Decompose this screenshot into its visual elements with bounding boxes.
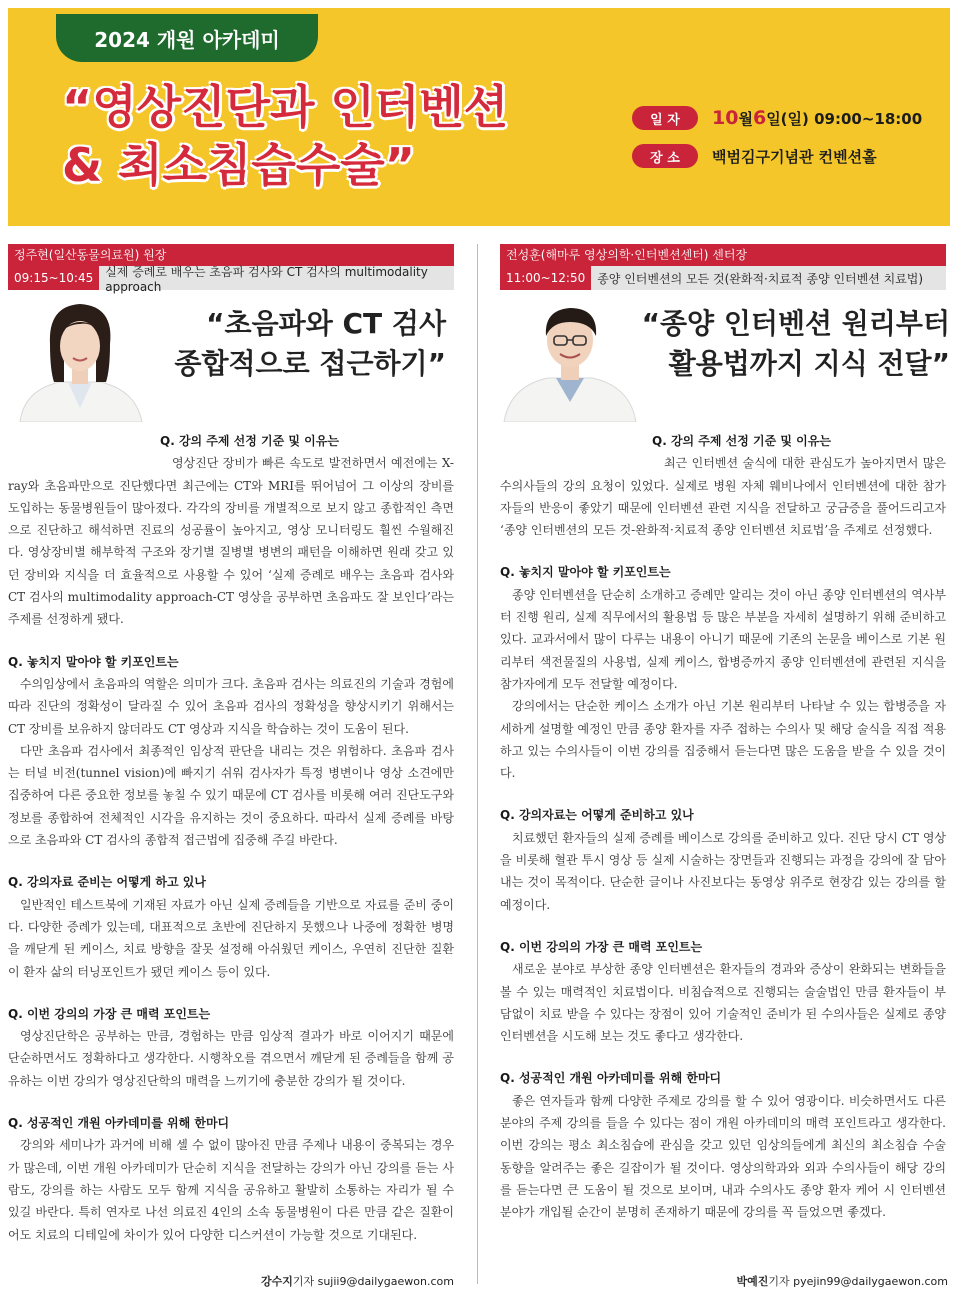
question-heading: Q. 강의 주제 선정 기준 및 이유는 [160, 434, 339, 448]
date-month-unit: 월 [738, 109, 753, 128]
session-title-right: 종양 인터벤션의 모든 것(완화적·치료적 종양 인터벤션 치료법) [597, 271, 924, 286]
right-article [500, 244, 950, 1224]
byline-right-email: pyejin99@dailygaewon.com [793, 1275, 948, 1288]
qa-section [500, 936, 946, 1047]
main-title-line1: “영상진단과 인터벤션 [62, 80, 509, 134]
hero-right [500, 290, 950, 430]
article-body-left [8, 430, 454, 1246]
answer-paragraph: 최근 인터벤션 술식에 대한 관심도가 높아지면서 많은 수의사들의 강의 요청이 있었다. 실제로 병원 자체 웨비나에서 인터벤션에 대한 참가자들의 반응이 좋았기 때문에 인터벤션 관련 지식을 전달하고 궁금증을 풀어드리고자 ‘종양 인터벤션의 모든 것-완화적·치료적 종양 인터벤션 치료법’을 주제로 선정했다. [500, 456, 946, 538]
answer-paragraph: 영상진단 장비가 빠른 속도로 발전하면서 예전에는 X-ray와 초음파만으로 진단했다면 최근에는 CT와 MRI를 뛰어넘어 그 이상의 장비를 도입하는 동물병원들이 많아졌다. 각각의 장비를 개별적으로 보지 않고 종합적인 측면으로 진단하고 해석하면 진료의 성공률이 높아지고, 영상 모니터링도 훨씬 수월해진다. 영상장비별 해부학적 구조와 장기별 질병별 병변의 패턴을 이해하면 원래 갖고 있던 장비와 지식을 더 효율적으로 사용할 수 있어 ‘실제 증례로 배우는 초음파 검사와 CT 검사의 multimodality approach-CT 영상을 공부하면 초음파도 잘 보인다’라는 주제를 선정하게 됐다. [8, 456, 455, 627]
pull-quote-left-line1: “초음파와 CT 검사 [206, 307, 446, 340]
speaker-name-right: 전성훈(해마루 영상의학·인터벤션센터) 센터장 [500, 244, 946, 266]
date-day: 6 [752, 107, 767, 129]
qa-section [500, 430, 946, 452]
pull-quote-left-line2: 종합적으로 접근하기” [174, 347, 446, 380]
byline-left-name: 강수지 [260, 1275, 293, 1288]
academy-badge: 2024 개원 아카데미 [56, 14, 318, 62]
qa-section [500, 1067, 946, 1223]
answer-paragraph: 새로운 분야로 부상한 종양 인터벤션은 환자들의 경과와 증상이 완화되는 변화들을 볼 수 있는 매력적인 치료법이다. 비침습적으로 진행되는 술술법인 만큼 환자들이 부담없이 치료 받을 수 있다는 장점이 있어 기술적인 준비가 된 수의사들은 실제로 종양 인터벤션을 시도해 보는 것도 좋다고 생각한다. [500, 962, 946, 1044]
column-divider [477, 244, 478, 1284]
answer-paragraph: 수의임상에서 초음파의 역할은 의미가 크다. 초음파 검사는 의료진의 기술과 경험에 따라 진단의 정확성이 달라질 수 있어 초음파 검사의 정확성을 향상시키기 위해서는 CT 장비를 보유하지 않더라도 CT 영상과 지식을 학습하는 것이 도움이 된다. [8, 676, 454, 736]
answer-paragraph: 강의와 세미나가 과거에 비해 셀 수 없이 많아진 만큼 주제나 내용이 중복되는 경우가 많은데, 이번 개원 아카데미가 단순히 지식을 전달하는 강의가 아닌 강의를 듣는 사람도, 강의를 하는 사람도 모두 함께 지식을 공유하고 활발히 소통하는 자리가 될 수 있길 바란다. 특히 연자로 나선 의료진 4인의 소속 동물병원이 다른 만큼 같은 질환이어도 치료의 디테일에 차이가 있어 다양한 디스커션이 가능할 것으로 기대된다. [8, 1138, 454, 1242]
session-time-right: 11:00~12:50 [500, 266, 591, 290]
date-tag: 일 자 [632, 106, 698, 130]
pull-quote-left [174, 304, 446, 384]
byline-left-email: sujii9@dailygaewon.com [317, 1275, 454, 1288]
answer-paragraph: 강의에서는 단순한 케이스 소개가 아닌 기본 원리부터 나타날 수 있는 합병증을 자세하게 설명할 예정인 만큼 종양 환자를 자주 접하는 수의사 및 해당 술식을 직접 적용하고 있는 수의사들이 이번 강의를 집중해서 듣는다면 많은 도움을 받을 수 있을 것이다. [500, 699, 946, 781]
question-heading: Q. 이번 강의의 가장 큰 매력 포인트는 [8, 1006, 211, 1021]
question-heading: Q. 이번 강의의 가장 큰 매력 포인트는 [500, 939, 703, 954]
session-bar-right [500, 266, 946, 290]
question-heading: Q. 성공적인 개원 아카데미를 위해 한마디 [8, 1116, 230, 1131]
hero-left [8, 290, 454, 430]
byline-right-name: 박예진 [736, 1275, 769, 1288]
answer-paragraph: 종양 인터벤션을 단순히 소개하고 증례만 알리는 것이 아닌 종양 인터벤션의 역사부터 진행 원리, 실제 직무에서의 활용법 등 많은 부분을 자세히 설명하기 위해 준비하고 있다. 교과서에서 많이 다루는 내용이 아니기 때문에 기존의 논문을 베이스로 기본 원리부터 색전물질의 사용법, 실제 케이스, 합병증까지 종양 인터벤션에 관련된 지식을 참가자에게 모두 전달할 예정이다. [500, 587, 946, 691]
date-month: 10 [712, 107, 739, 129]
question-heading: Q. 강의자료는 어떻게 준비하고 있나 [500, 808, 694, 823]
event-place-row [632, 144, 877, 168]
pull-quote-right-line1: “종양 인터벤션 원리부터 [641, 307, 950, 340]
session-title-left: 실제 증례로 배우는 초음파 검사와 CT 검사의 multimodality approach [105, 264, 428, 294]
place-tag: 장 소 [632, 144, 698, 168]
byline-right-role: 기자 [768, 1275, 790, 1288]
question-heading: Q. 놓치지 말아야 할 키포인트는 [500, 565, 671, 580]
qa-section [8, 1003, 454, 1092]
answer-paragraph: 치료했던 환자들의 실제 증례를 베이스로 강의를 준비하고 있다. 진단 당시 CT 영상을 비롯해 혈관 투시 영상 등 실제 시술하는 장면들과 진행되는 과정을 강의에 잘 담아내는 것이 목적이다. 단순한 글이나 사진보다는 동영상 위주로 현장감 있는 강의를 할 예정이다. [500, 830, 946, 912]
qa-section [8, 651, 454, 852]
article-body-right [500, 430, 946, 1224]
session-time-left: 09:15~10:45 [8, 266, 99, 290]
qa-section [500, 561, 946, 784]
question-heading: Q. 강의 주제 선정 기준 및 이유는 [652, 434, 831, 448]
event-place: 백범김구기념관 컨벤션홀 [712, 147, 877, 166]
speaker-portrait-man-icon [500, 298, 640, 422]
answer-paragraph: 다만 초음파 검사에서 최종적인 임상적 판단을 내리는 것은 위험하다. 초음파 검사는 터널 비전(tunnel vision)에 빠지기 쉬워 검사자가 특정 병변이나 영상 소견에만 집중하여 다른 중요한 정보를 놓칠 수 있기 때문에 CT 검사를 비롯해 여러 진단도구와 정보를 종합하여 전체적인 시각을 유지하는 것이 중요하다. 따라서 실제 증례를 바탕으로 초음파와 CT 검사의 종합적 접근법에 집중해 주길 바란다. [8, 743, 454, 848]
answer-paragraph: 영상진단학은 공부하는 만큼, 경험하는 만큼 임상적 결과가 바로 이어지기 때문에 단순하면서도 정확하다고 생각한다. 시행착오를 겪으면서 깨닫게 된 증례들을 함께 공유하는 이번 강의가 영상진단학의 매력을 느끼기에 충분한 강의가 될 것이다. [8, 1029, 454, 1088]
question-heading: Q. 성공적인 개원 아카데미를 위해 한마디 [500, 1071, 722, 1086]
answer-paragraph: 일반적인 테스트북에 기재된 자료가 아닌 실제 증례들을 기반으로 자료를 준비 중이다. 다양한 증례가 있는데, 대표적으로 초반에 진단하지 못했으나 나중에 정확한 병명을 깨닫게 된 케이스, 치료 방향을 잘못 설정해 아쉬웠던 케이스, 우연히 진단한 질환이 환자 삶의 터닝포인트가 됐던 케이스 등이 있다. [8, 897, 454, 979]
qa-section [8, 430, 454, 452]
pull-quote-right-line2: 활용법까지 지식 전달” [668, 347, 950, 380]
pull-quote-right [642, 304, 950, 384]
byline-right [736, 1273, 948, 1289]
byline-left-role: 기자 [292, 1275, 315, 1288]
main-title [62, 78, 508, 194]
qa-section [8, 1112, 454, 1246]
qa-section [8, 871, 454, 982]
session-bar-left [8, 264, 454, 294]
byline-left [261, 1273, 454, 1289]
header-banner [8, 8, 950, 226]
main-title-line2: & 최소침습수술” [62, 138, 415, 192]
question-heading: Q. 놓치지 말아야 할 키포인트는 [8, 654, 179, 669]
speaker-name-left: 정주현(일산동물의료원) 원장 [8, 244, 454, 266]
answer-paragraph: 좋은 연자들과 함께 다양한 주제로 강의를 할 수 있어 영광이다. 비슷하면서도 다른 분야의 주제 강의를 들을 수 있다는 점이 개원 아카데미의 매력 포인트라고 생각한다. 이번 강의는 평소 최소침습에 관심을 갖고 있던 임상의들에게 최신의 최소침습 수술 동향을 알려주는 좋은 길잡이가 될 것이다. 영상의학과와 외과 수의사들이 해당 강의를 듣는다면 큰 도움이 될 것으로 보이며, 내과 수의사도 종양 환자 케어 시 인터벤션 분야가 개입될 순간이 분명히 존재하기 때문에 강의를 꼭 들었으면 좋겠다. [500, 1093, 946, 1220]
speaker-portrait-woman-icon [10, 298, 150, 422]
question-heading: Q. 강의자료 준비는 어떻게 하고 있나 [8, 875, 206, 890]
qa-section [500, 804, 946, 915]
left-article [8, 244, 454, 1246]
event-date-row [632, 106, 922, 130]
date-rest: 일(일) 09:00~18:00 [766, 109, 923, 128]
